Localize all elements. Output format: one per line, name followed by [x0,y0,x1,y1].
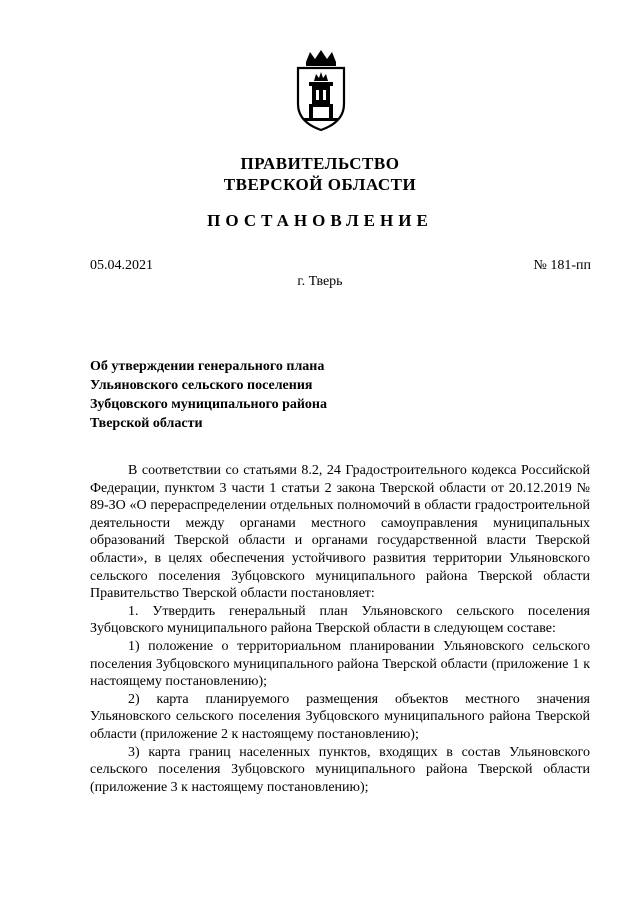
government-name-line1: ПРАВИТЕЛЬСТВО [240,154,400,173]
preamble-paragraph: В соответствии со статьями 8.2, 24 Градостроительного кодекса Российской Федерации, пунктом 3 части 1 статьи 2 закона Тверской области от 20.12.2019 № 89-ЗО «О перераспределении отдельных полномочий в области градостроительной деятельности между органами местного самоуправления муниципальных образований Тверской области и органами государственной власти Тверской области», в целях обеспечения устойчивого развития территории Ульяновского сельского поселения Зубцовского муниципального района Тверской области Правительство Тверской области постановляет: [90,463,590,602]
subitem-3-paragraph: 3) карта границ населенных пунктов, входящих в состав Ульяновского сельского поселения Зубцовского муниципального района Тверской области (приложение 3 к настоящему постановлению); [90,744,590,795]
document-date: 05.04.2021 [90,258,153,273]
subject-line: Ульяновского сельского поселения [90,378,313,393]
document-city: г. Тверь [297,274,343,289]
subitem-2-paragraph: 2) карта планируемого размещения объектов местного значения Ульяновского сельского поселения Зубцовского муниципального района Тверской области (приложение 2 к настоящему постановлению); [90,691,590,742]
document-number: № 181-пп [533,258,591,273]
subject-line: Тверской области [90,416,203,431]
document-body [90,462,590,796]
subject-line: Об утверждении генерального плана [90,359,325,374]
subject-line: Зубцовского муниципального района [90,397,328,412]
tver-coat-of-arms-icon [292,48,350,132]
document-type-title: ПОСТАНОВЛЕНИЕ [207,211,433,230]
document-subject [90,357,420,433]
item-1-paragraph: 1. Утвердить генеральный план Ульяновского сельского поселения Зубцовского муниципального района Тверской области в следующем составе: [90,603,590,637]
government-name-line2: ТВЕРСКОЙ ОБЛАСТИ [223,175,417,194]
subitem-1-paragraph: 1) положение о территориальном планировании Ульяновского сельского поселения Зубцовского муниципального района Тверской области (приложение 1 к настоящему постановлению); [90,638,590,690]
